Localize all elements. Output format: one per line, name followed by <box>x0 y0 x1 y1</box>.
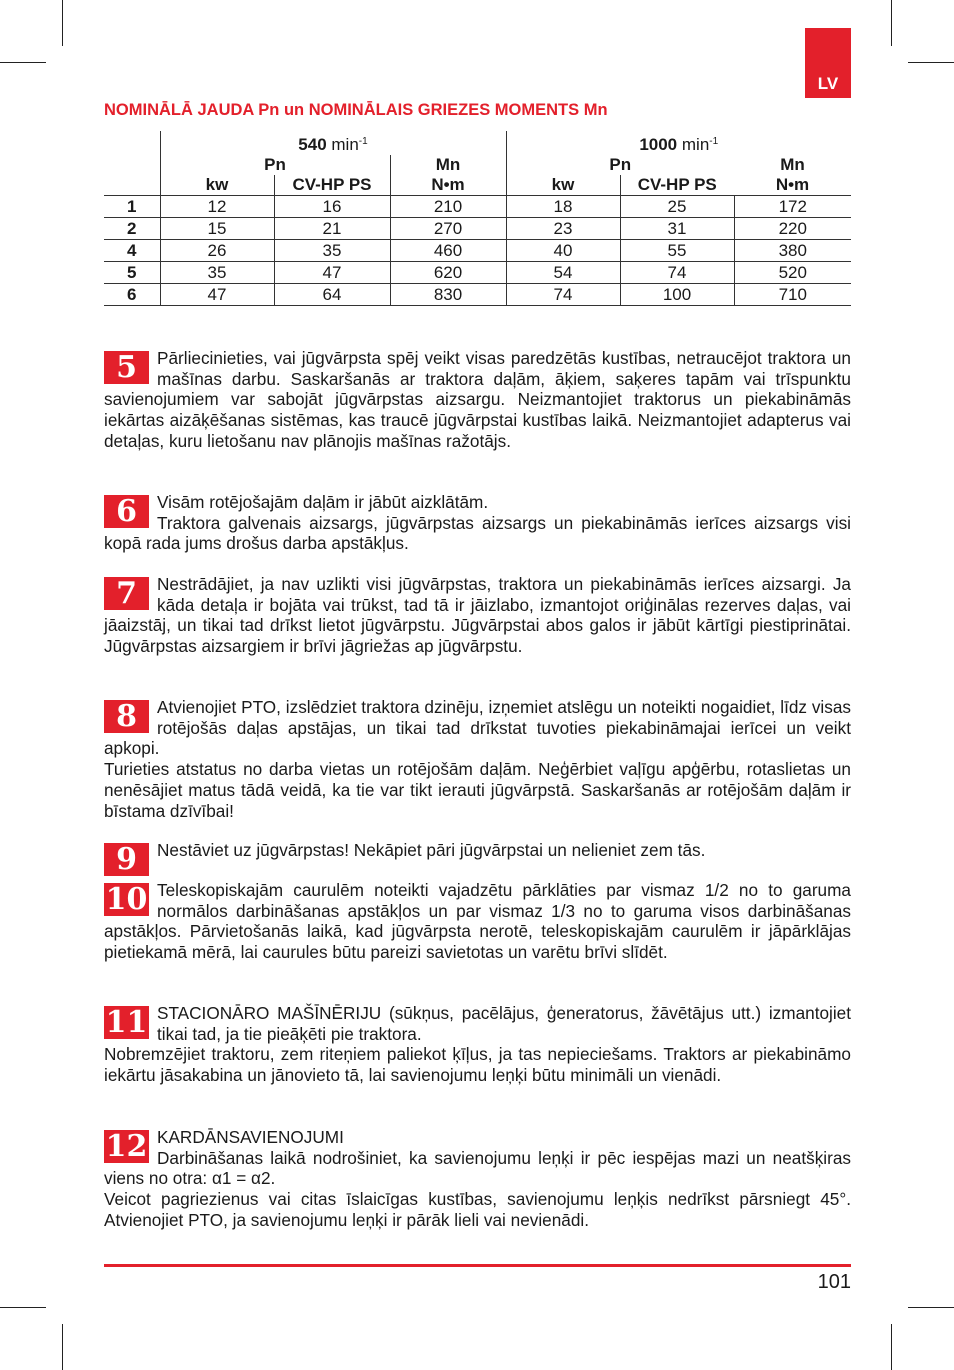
section-number-badge: 8 <box>104 700 149 733</box>
crop-mark <box>891 1324 892 1370</box>
section-text: Traktora galvenais aizsargs, jūgvārpstas aizsargs un piekabināmās ierīces aizsargs visi kopā rada jums drošus darba apstākļus. <box>104 512 851 554</box>
col-nm: N•m <box>734 175 851 196</box>
section-text: Nestrādājiet, ja nav uzlikti visi jūgvārpstas, traktora un piekabināmās ierīces aizsargi. Ja kāda detaļa ir bojāta vai trūkst, tad tā ir jāizlabo, izmantojot oriģinālas rezerves daļas, vai jāaizstāj, un tikai tad drīkst lietot jūgvārpstu. Jūgvārpstai abos galos ir jābūt kārtīgi piestiprinātai. Jūgvārpstas aizsargiem ir brīvi jāgriežas ap jūgvārpstu. <box>104 574 851 657</box>
col-kw: kw <box>506 175 620 196</box>
section-text: STACIONĀRO MAŠĪNĒRIJU (sūkņus, pacēlājus, ģeneratorus, žāvētājus utt.) izmantojiet tikai tad, ja tie pieāķēti pie traktora. <box>157 1003 851 1044</box>
section-6 <box>104 492 851 554</box>
mn-group-header: Mn <box>390 155 506 175</box>
section-text: Turieties atstatus no darba vietas un rotējošām daļām. Neģērbiet vaļīgu apģērbu, rotaslietas un nenēsājiet matus tādā veidā, ka tie var tikt ierauti jūgvārpstā. Saskaršanās ar rotējošām daļām ir bīstama dzīvībai! <box>104 759 851 821</box>
col-nm: N•m <box>390 175 506 196</box>
pn-group-header: Pn <box>160 155 390 175</box>
crop-mark <box>62 0 63 46</box>
crop-mark <box>0 62 46 63</box>
table-row: 1 12 16 210 18 25 172 <box>104 196 851 218</box>
section-number-badge: 6 <box>104 495 149 528</box>
section-5 <box>104 348 851 452</box>
table-row: 4 26 35 460 40 55 380 <box>104 240 851 262</box>
col-kw: kw <box>160 175 274 196</box>
footer-rule <box>104 1264 851 1267</box>
section-text: Pārliecinieties, vai jūgvārpsta spēj veikt visas paredzētās kustības, netraucējot traktora un mašīnas darbu. Saskaršanās ar traktora daļām, āķiem, saķeres tapām vai trīspunktu savienojumiem var sabojāt jūgvārpstas aizsargu. Neizmantojiet traktorus un piekabināmās iekārtas aizāķēšanas sistēmas, kas traucē jūgvārpstai kustības laikā. Neizmantojiet adapterus vai detaļas, kuru lietošanu nav plānojis mašīnas ražotājs. <box>104 348 851 451</box>
pn-group-header: Pn <box>506 155 734 175</box>
section-number-badge: 9 <box>104 843 149 876</box>
section-11 <box>104 1003 851 1086</box>
crop-mark <box>0 1307 46 1308</box>
section-number-badge: 5 <box>104 351 149 384</box>
speed-1000-header: 1000 $\min^{-1}$ <box>506 131 851 155</box>
section-number-badge: 7 <box>104 577 149 610</box>
section-title: KARDĀNSAVIENOJUMI <box>157 1127 344 1147</box>
crop-mark <box>891 0 892 46</box>
section-text: Visām rotējošajām daļām ir jābūt aizklātām. <box>157 492 489 512</box>
language-tab: LV <box>805 28 851 98</box>
mn-group-header: Mn <box>780 155 805 174</box>
section-9 <box>104 840 851 876</box>
section-text: Atvienojiet PTO, izslēdziet traktora dzinēju, izņemiet atslēgu un noteikti nogaidiet, līdz visas rotējošās daļas apstājas, un tikai tad drīkstat tuvoties piekabināmajai ierīcei un veikt apkopi. <box>104 697 851 759</box>
section-number-badge: 12 <box>105 1129 148 1164</box>
section-8 <box>104 697 851 821</box>
crop-mark <box>908 1307 954 1308</box>
section-text: Nestāviet uz jūgvārpstas! Nekāpiet pāri jūgvārpstai un nelieniet zem tās. <box>157 840 706 860</box>
page-number: 101 <box>817 1271 851 1293</box>
section-text: Veicot pagriezienus vai citas īslaicīgas kustības, savienojumu leņķis nedrīkst pārsniegt 45°. Atvienojiet PTO, ja savienojumu leņķi ir pārāk lieli vai nevienādi. <box>104 1189 851 1230</box>
col-cv: CV-HP PS <box>274 175 390 196</box>
section-text: Nobremzējiet traktoru, zem riteņiem paliekot ķīļus, ja tas nepieciešams. Traktors ar piekabināmo iekārtu jāsakabina un jānovieto tā, lai savienojumu leņķi būtu minimāli un vienādi. <box>104 1044 851 1086</box>
speed-540-header: 540 $\min^{-1}$ <box>160 131 506 155</box>
table-row: 6 47 64 830 74 100 710 <box>104 284 851 306</box>
power-torque-table <box>104 131 851 306</box>
section-heading: NOMINĀLĀ JAUDA Pn un NOMINĀLAIS GRIEZES MOMENTS Mn <box>104 101 608 119</box>
crop-mark <box>908 62 954 63</box>
table-row: 2 15 21 270 23 31 220 <box>104 218 851 240</box>
section-text: Teleskopiskajām caurulēm noteikti vajadzētu pārklāties par vismaz 1/2 no to garuma normālos darbināšanas apstākļos un par vismaz 1/3 no to garuma visos darbināšanas apstākļos. Pārvietošanās laikā, kad jūgvārpsta nerotē, teleskopiskajām caurulēm ir jāpārklājas pietiekamā mērā, lai caurules būtu pareizi savietotas un varētu brīvi slīdēt. <box>104 880 851 963</box>
section-10 <box>104 880 851 963</box>
table-row: 5 35 47 620 54 74 520 <box>104 262 851 284</box>
section-number-badge: 11 <box>105 1005 148 1040</box>
section-number-badge: 10 <box>105 882 148 917</box>
section-7 <box>104 574 851 657</box>
section-12 <box>104 1127 851 1231</box>
section-text: Darbināšanas laikā nodrošiniet, ka savienojumu leņķi ir pēc iespējas mazi un neatšķiras viens no otra: α1 = α2. <box>104 1147 851 1189</box>
crop-mark <box>62 1324 63 1370</box>
col-cv: CV-HP PS <box>620 175 734 196</box>
